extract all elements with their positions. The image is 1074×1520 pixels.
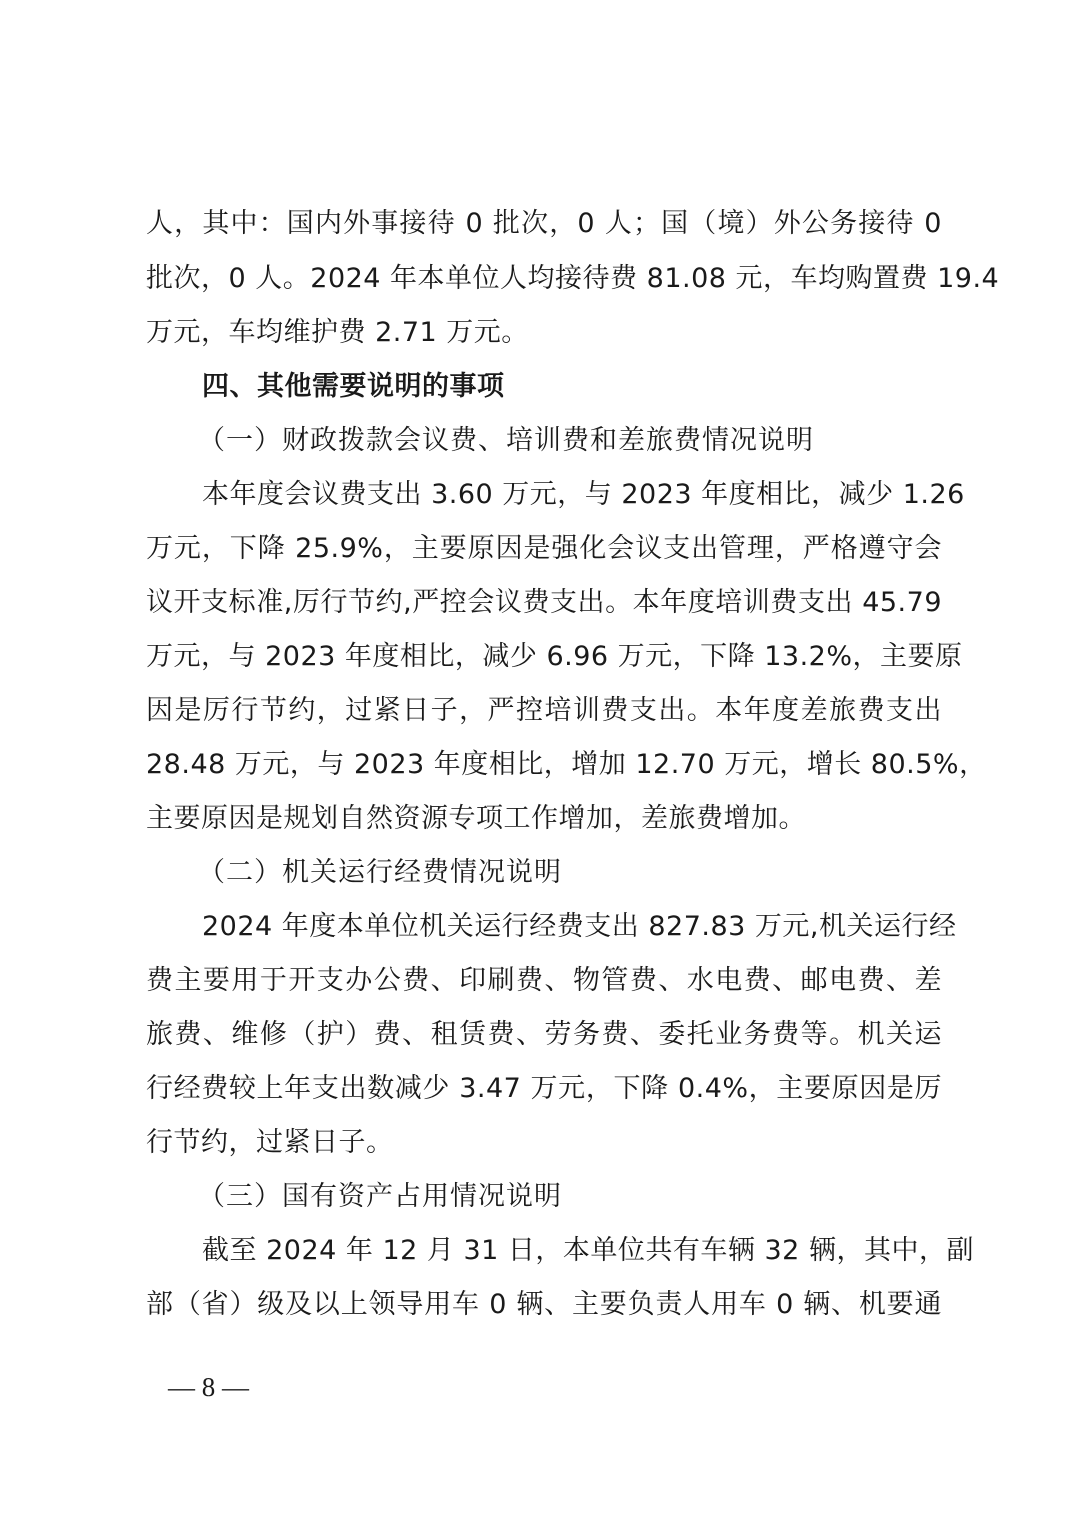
paragraph-line: 万元，车均维护费 2.71 万元。 (146, 317, 529, 348)
subsection-heading: （一）财政拨款会议费、培训费和差旅费情况说明 (198, 425, 814, 456)
paragraph-line: 行节约，过紧日子。 (146, 1127, 394, 1158)
paragraph-line: 万元，与 2023 年度相比，减少 6.96 万元，下降 13.2%，主要原 (146, 641, 963, 672)
subsection-heading: （三）国有资产占用情况说明 (198, 1181, 562, 1212)
subsection-heading: （二）机关运行经费情况说明 (198, 857, 562, 888)
paragraph-line: 议开支标准,厉行节约,严控会议费支出。本年度培训费支出 45.79 (146, 587, 942, 618)
paragraph-line: 部（省）级及以上领导用车 0 辆、主要负责人用车 0 辆、机要通 (146, 1289, 942, 1320)
paragraph-line: 费主要用于开支办公费、印刷费、物管费、水电费、邮电费、差 (146, 965, 942, 996)
section-heading: 四、其他需要说明的事项 (202, 371, 505, 402)
paragraph-line: 万元，下降 25.9%，主要原因是强化会议支出管理，严格遵守会 (146, 533, 942, 564)
paragraph-line: 本年度会议费支出 3.60 万元，与 2023 年度相比，减少 1.26 (202, 479, 965, 510)
paragraph-line: 批次，0 人。2024 年本单位人均接待费 81.08 元，车均购置费 19.4 (146, 263, 1000, 294)
page-number: — 8 — (168, 1372, 249, 1402)
paragraph-line: 因是厉行节约，过紧日子，严控培训费支出。本年度差旅费支出 (146, 695, 942, 726)
paragraph-line: 行经费较上年支出数减少 3.47 万元，下降 0.4%，主要原因是厉 (146, 1073, 942, 1104)
paragraph-line: 旅费、维修（护）费、租赁费、劳务费、委托业务费等。机关运 (146, 1019, 942, 1050)
paragraph-line: 2024 年度本单位机关运行经费支出 827.83 万元,机关运行经 (202, 911, 957, 942)
paragraph-line: 主要原因是规划自然资源专项工作增加，差旅费增加。 (146, 803, 806, 834)
paragraph-line: 截至 2024 年 12 月 31 日，本单位共有车辆 32 辆，其中，副 (202, 1235, 974, 1266)
paragraph-line: 人，其中：国内外事接待 0 批次，0 人；国（境）外公务接待 0 (146, 208, 942, 239)
paragraph-line: 28.48 万元，与 2023 年度相比，增加 12.70 万元，增长 80.5%， (146, 749, 987, 780)
